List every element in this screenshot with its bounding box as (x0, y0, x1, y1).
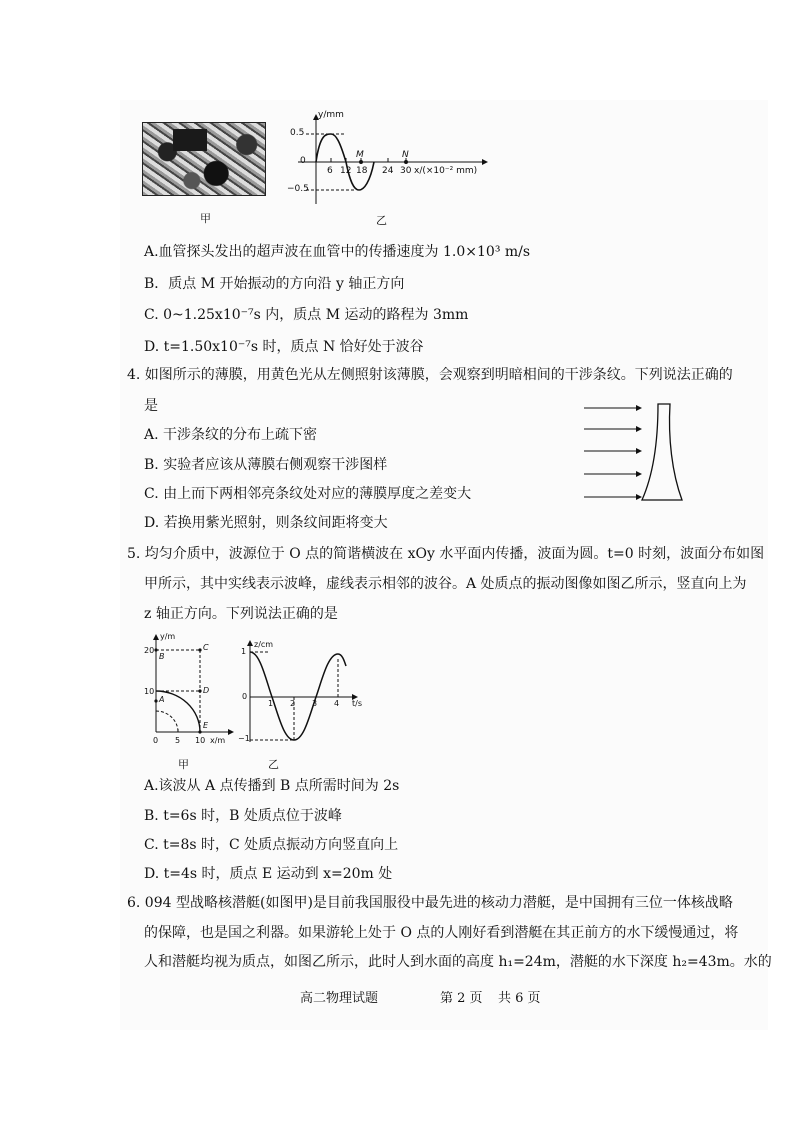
q5-yi-tick-z-1: 0 (242, 692, 248, 701)
q5-jia-tick-x-2: 10 (195, 736, 206, 745)
q4-option-c: C. 由上而下两相邻亮条纹处对应的薄膜厚度之差变大 (144, 486, 472, 502)
q5-point-c: C (203, 643, 209, 652)
q3-point-n-label: N (402, 150, 409, 160)
point-n-dot (404, 160, 408, 164)
q5-point-a: A (159, 695, 165, 704)
q5-jia-tick-x-0: 0 (153, 736, 159, 745)
q4-option-b: B. 实验者应该从薄膜右侧观察干涉图样 (144, 457, 388, 473)
film-wedge (642, 404, 682, 500)
q6-line1: 6. 094 型战略核潜艇(如图甲)是目前我国服役中最先进的核动力潜艇，是中国拥有三位一体核战略 (127, 895, 733, 911)
q6-line2: 的保障，也是国之利器。如果游轮上处于 O 点的人刚好看到潜艇在其正前方的水下缓慢通过，将 (144, 925, 739, 941)
q3-wave-graph (284, 112, 494, 206)
q5-yi-tick-t-3: 4 (334, 699, 340, 708)
footer-page: 第 2 页 (440, 991, 483, 1006)
q6-line3: 人和潜艇均视为质点，如图乙所示，此时人到水面的高度 h₁=24m，潜艇的水下深度 h₂=43m。水的 (144, 954, 772, 970)
q5-option-b: B. t=6s 时，B 处质点位于波峰 (144, 808, 342, 824)
q5-yi-tick-t-0: 1 (268, 699, 274, 708)
footer-total: 共 6 页 (498, 991, 541, 1006)
q3-fig-jia-label: 甲 (200, 212, 211, 225)
footer-subject: 高二物理试题 (300, 991, 379, 1006)
q3-tick-x-3: 24 (382, 166, 394, 176)
q3-tick-x-1: 12 (340, 166, 352, 176)
q4-option-d: D. 若换用紫光照射，则条纹间距将变大 (144, 515, 388, 531)
q4-thin-film-figure (580, 398, 690, 506)
trough-arc (156, 711, 178, 732)
q4-stem-line1: 4. 如图所示的薄膜，用黄色光从左侧照射该薄膜，会观察到明暗相间的干涉条纹。下列说法正确的 (127, 367, 733, 383)
q4-stem-line2: 是 (144, 398, 158, 414)
q5-fig-jia-label: 甲 (178, 758, 189, 771)
q5-yi-tick-t-1: 2 (290, 699, 296, 708)
exam-page (120, 100, 768, 1030)
q5-yi-t-axis-label: t/s (352, 699, 362, 708)
q3-fig-yi-label: 乙 (376, 214, 387, 227)
q5-option-a: A.该波从 A 点传播到 B 点所需时间为 2s (144, 778, 400, 794)
q3-option-d: D. t=1.50x10⁻⁷s 时，质点 N 恰好处于波谷 (144, 339, 424, 355)
q5-fig-yi-graph (240, 640, 370, 746)
q3-tick-y-0: 0.5 (290, 128, 305, 138)
q3-tick-y-2: −0.5 (287, 184, 309, 194)
point-m-dot (359, 160, 363, 164)
q5-option-c: C. t=8s 时，C 处质点振动方向竖直向上 (144, 837, 399, 853)
q5-point-e: E (203, 721, 209, 730)
q5-fig-yi-label: 乙 (268, 758, 279, 771)
vibration-curve (250, 652, 346, 740)
q3-point-m-label: M (356, 150, 364, 160)
ultrasound-photo (142, 122, 266, 196)
q5-point-d: D (203, 686, 210, 695)
q3-tick-y-1: 0 (300, 156, 306, 166)
q3-tick-x-4: 30 (400, 166, 412, 176)
q5-yi-tick-z-2: −1 (238, 734, 250, 743)
q5-jia-tick-y-1: 10 (144, 687, 155, 696)
q5-point-b: B (159, 652, 165, 661)
q5-jia-y-axis-label: y/m (160, 632, 176, 641)
q5-stem-line2: 甲所示，其中实线表示波峰，虚线表示相邻的波谷。A 处质点的振动图像如图乙所示，竖直向上为 (144, 576, 747, 592)
q3-option-c: C. 0~1.25x10⁻⁷s 内，质点 M 运动的路程为 3mm (144, 307, 469, 323)
q5-yi-tick-z-0: 1 (241, 647, 247, 656)
x-axis-arrow (482, 159, 488, 165)
q5-fig-jia-graph (140, 632, 240, 742)
q5-jia-tick-x-1: 5 (175, 736, 181, 745)
q3-tick-x-2: 18 (356, 166, 368, 176)
q5-stem-line3: z 轴正方向。下列说法正确的是 (144, 606, 338, 622)
q5-jia-x-axis-label: x/m (210, 736, 226, 745)
q3-option-a: A.血管探头发出的超声波在血管中的传播速度为 1.0×10³ m/s (144, 244, 531, 260)
q3-tick-x-0: 6 (327, 166, 333, 176)
q5-stem-line1: 5. 均匀介质中，波源位于 O 点的简谐横波在 xOy 水平面内传播，波面为圆。t=0 时刻，波面分布如图 (127, 546, 765, 562)
q3-y-axis-label: y/mm (318, 110, 344, 120)
q5-jia-tick-y-0: 20 (144, 646, 155, 655)
q4-option-a: A. 干涉条纹的分布上疏下密 (144, 427, 318, 443)
q5-yi-z-axis-label: z/cm (254, 640, 274, 649)
q5-option-d: D. t=4s 时，质点 E 运动到 x=20m 处 (144, 866, 393, 882)
q3-option-b: B．质点 M 开始振动的方向沿 y 轴正方向 (144, 276, 405, 292)
q5-yi-tick-t-2: 3 (312, 699, 318, 708)
q3-x-axis-label: x/(×10⁻² mm) (414, 166, 478, 176)
